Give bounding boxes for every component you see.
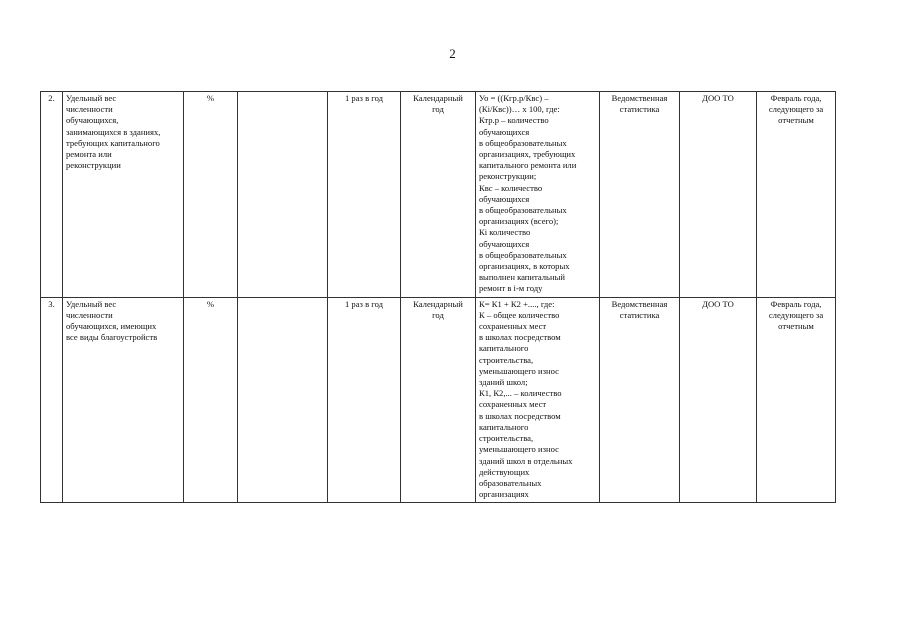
row-number: 2. <box>41 92 63 298</box>
text-line: Кi количество <box>479 227 531 238</box>
period-cell <box>401 92 476 298</box>
text-line: отчетным <box>778 321 814 332</box>
text-line: Квс – количество <box>479 182 543 193</box>
text-line: сохраненных мест <box>479 321 547 332</box>
text-line: выполнен капитальный <box>479 272 565 283</box>
text-line: капитального ремонта или <box>479 160 577 171</box>
responsible-cell: ДОО ТО <box>680 92 757 298</box>
text-line: отчетным <box>778 115 814 126</box>
indicator-table <box>40 91 836 503</box>
text-line: год <box>432 104 444 115</box>
text-line: Уо = ((Кгр.р/Квс) – <box>479 93 549 103</box>
text-line: все виды благоустройств <box>66 332 158 343</box>
text-line: капитального <box>479 343 529 354</box>
text-line: численности <box>66 104 113 115</box>
frequency-cell: 1 раз в год <box>328 92 401 298</box>
text-line: обучающихся <box>479 193 530 204</box>
text-line: зданий школ в отдельных <box>479 455 573 466</box>
unit-cell: % <box>184 297 238 503</box>
text-line: действующих <box>479 466 530 477</box>
empty-cell <box>238 92 328 298</box>
text-line: образовательных <box>479 477 542 488</box>
text-line: обучающихся, <box>66 115 119 126</box>
table-row <box>41 92 836 298</box>
text-line: сохраненных мест <box>479 399 547 410</box>
text-line: численности <box>66 309 113 320</box>
text-line: занимающихся в зданиях, <box>66 126 161 137</box>
data-source <box>600 92 680 298</box>
text-line: реконструкции <box>66 160 121 171</box>
text-line: статистика <box>619 309 660 320</box>
period-cell <box>401 297 476 503</box>
text-line: организациях <box>479 489 529 500</box>
text-line: следующего за <box>768 309 824 320</box>
text-line: организациях (всего); <box>479 216 559 227</box>
text-line: обучающихся <box>479 238 530 249</box>
empty-cell <box>238 297 328 503</box>
text-line: Календарный <box>413 93 463 103</box>
text-line: К1, К2,... – количество <box>479 388 562 399</box>
data-source <box>600 297 680 503</box>
reporting-date <box>757 92 836 298</box>
text-line: (Кi/Квс))… x 100, где: <box>479 104 560 115</box>
text-line: Удельный вес <box>66 298 117 309</box>
text-line: К – общее количество <box>479 309 560 320</box>
unit-cell: % <box>184 92 238 298</box>
text-line: строительства, <box>479 433 534 444</box>
responsible-cell: ДОО ТО <box>680 297 757 503</box>
text-line: ремонт в i-м году <box>479 283 543 294</box>
row-number: 3. <box>41 297 63 503</box>
page-number: 2 <box>449 46 456 61</box>
indicator-name <box>63 297 184 503</box>
text-line: К= К1 + К2 +...., где: <box>479 298 555 309</box>
text-line: в школах посредством <box>479 410 561 421</box>
text-line: Календарный <box>413 298 463 309</box>
calculation-method <box>476 92 600 298</box>
table-row <box>41 297 836 503</box>
text-line: организациях, в которых <box>479 261 570 272</box>
text-line: ремонта или <box>66 149 112 160</box>
text-line: Ведомственная <box>611 93 668 103</box>
reporting-date <box>757 297 836 503</box>
text-line: Февраль года, <box>770 298 822 309</box>
text-line: капитального <box>479 421 529 432</box>
text-line: в общеобразовательных <box>479 137 567 148</box>
indicator-name <box>63 92 184 298</box>
text-line: статистика <box>619 104 660 115</box>
frequency-cell: 1 раз в год <box>328 297 401 503</box>
text-line: в общеобразовательных <box>479 205 567 216</box>
text-line: реконструкции; <box>479 171 537 182</box>
text-line: год <box>432 309 444 320</box>
text-line: Февраль года, <box>770 93 822 103</box>
text-line: в общеобразовательных <box>479 249 567 260</box>
text-line: следующего за <box>768 104 824 115</box>
text-line: зданий школ; <box>479 377 528 388</box>
calculation-method <box>476 297 600 503</box>
text-line: требующих капитального <box>66 137 160 148</box>
text-line: организациях, требующих <box>479 149 576 160</box>
text-line: обучающихся, имеющих <box>66 321 157 332</box>
text-line: уменьшающего износ <box>479 365 559 376</box>
text-line: в школах посредством <box>479 332 561 343</box>
text-line: Ктр.р – количество <box>479 115 549 126</box>
text-line: уменьшающего износ <box>479 444 559 455</box>
text-line: обучающихся <box>479 126 530 137</box>
text-line: Удельный вес <box>66 93 117 103</box>
text-line: Ведомственная <box>611 298 668 309</box>
text-line: строительства, <box>479 354 534 365</box>
